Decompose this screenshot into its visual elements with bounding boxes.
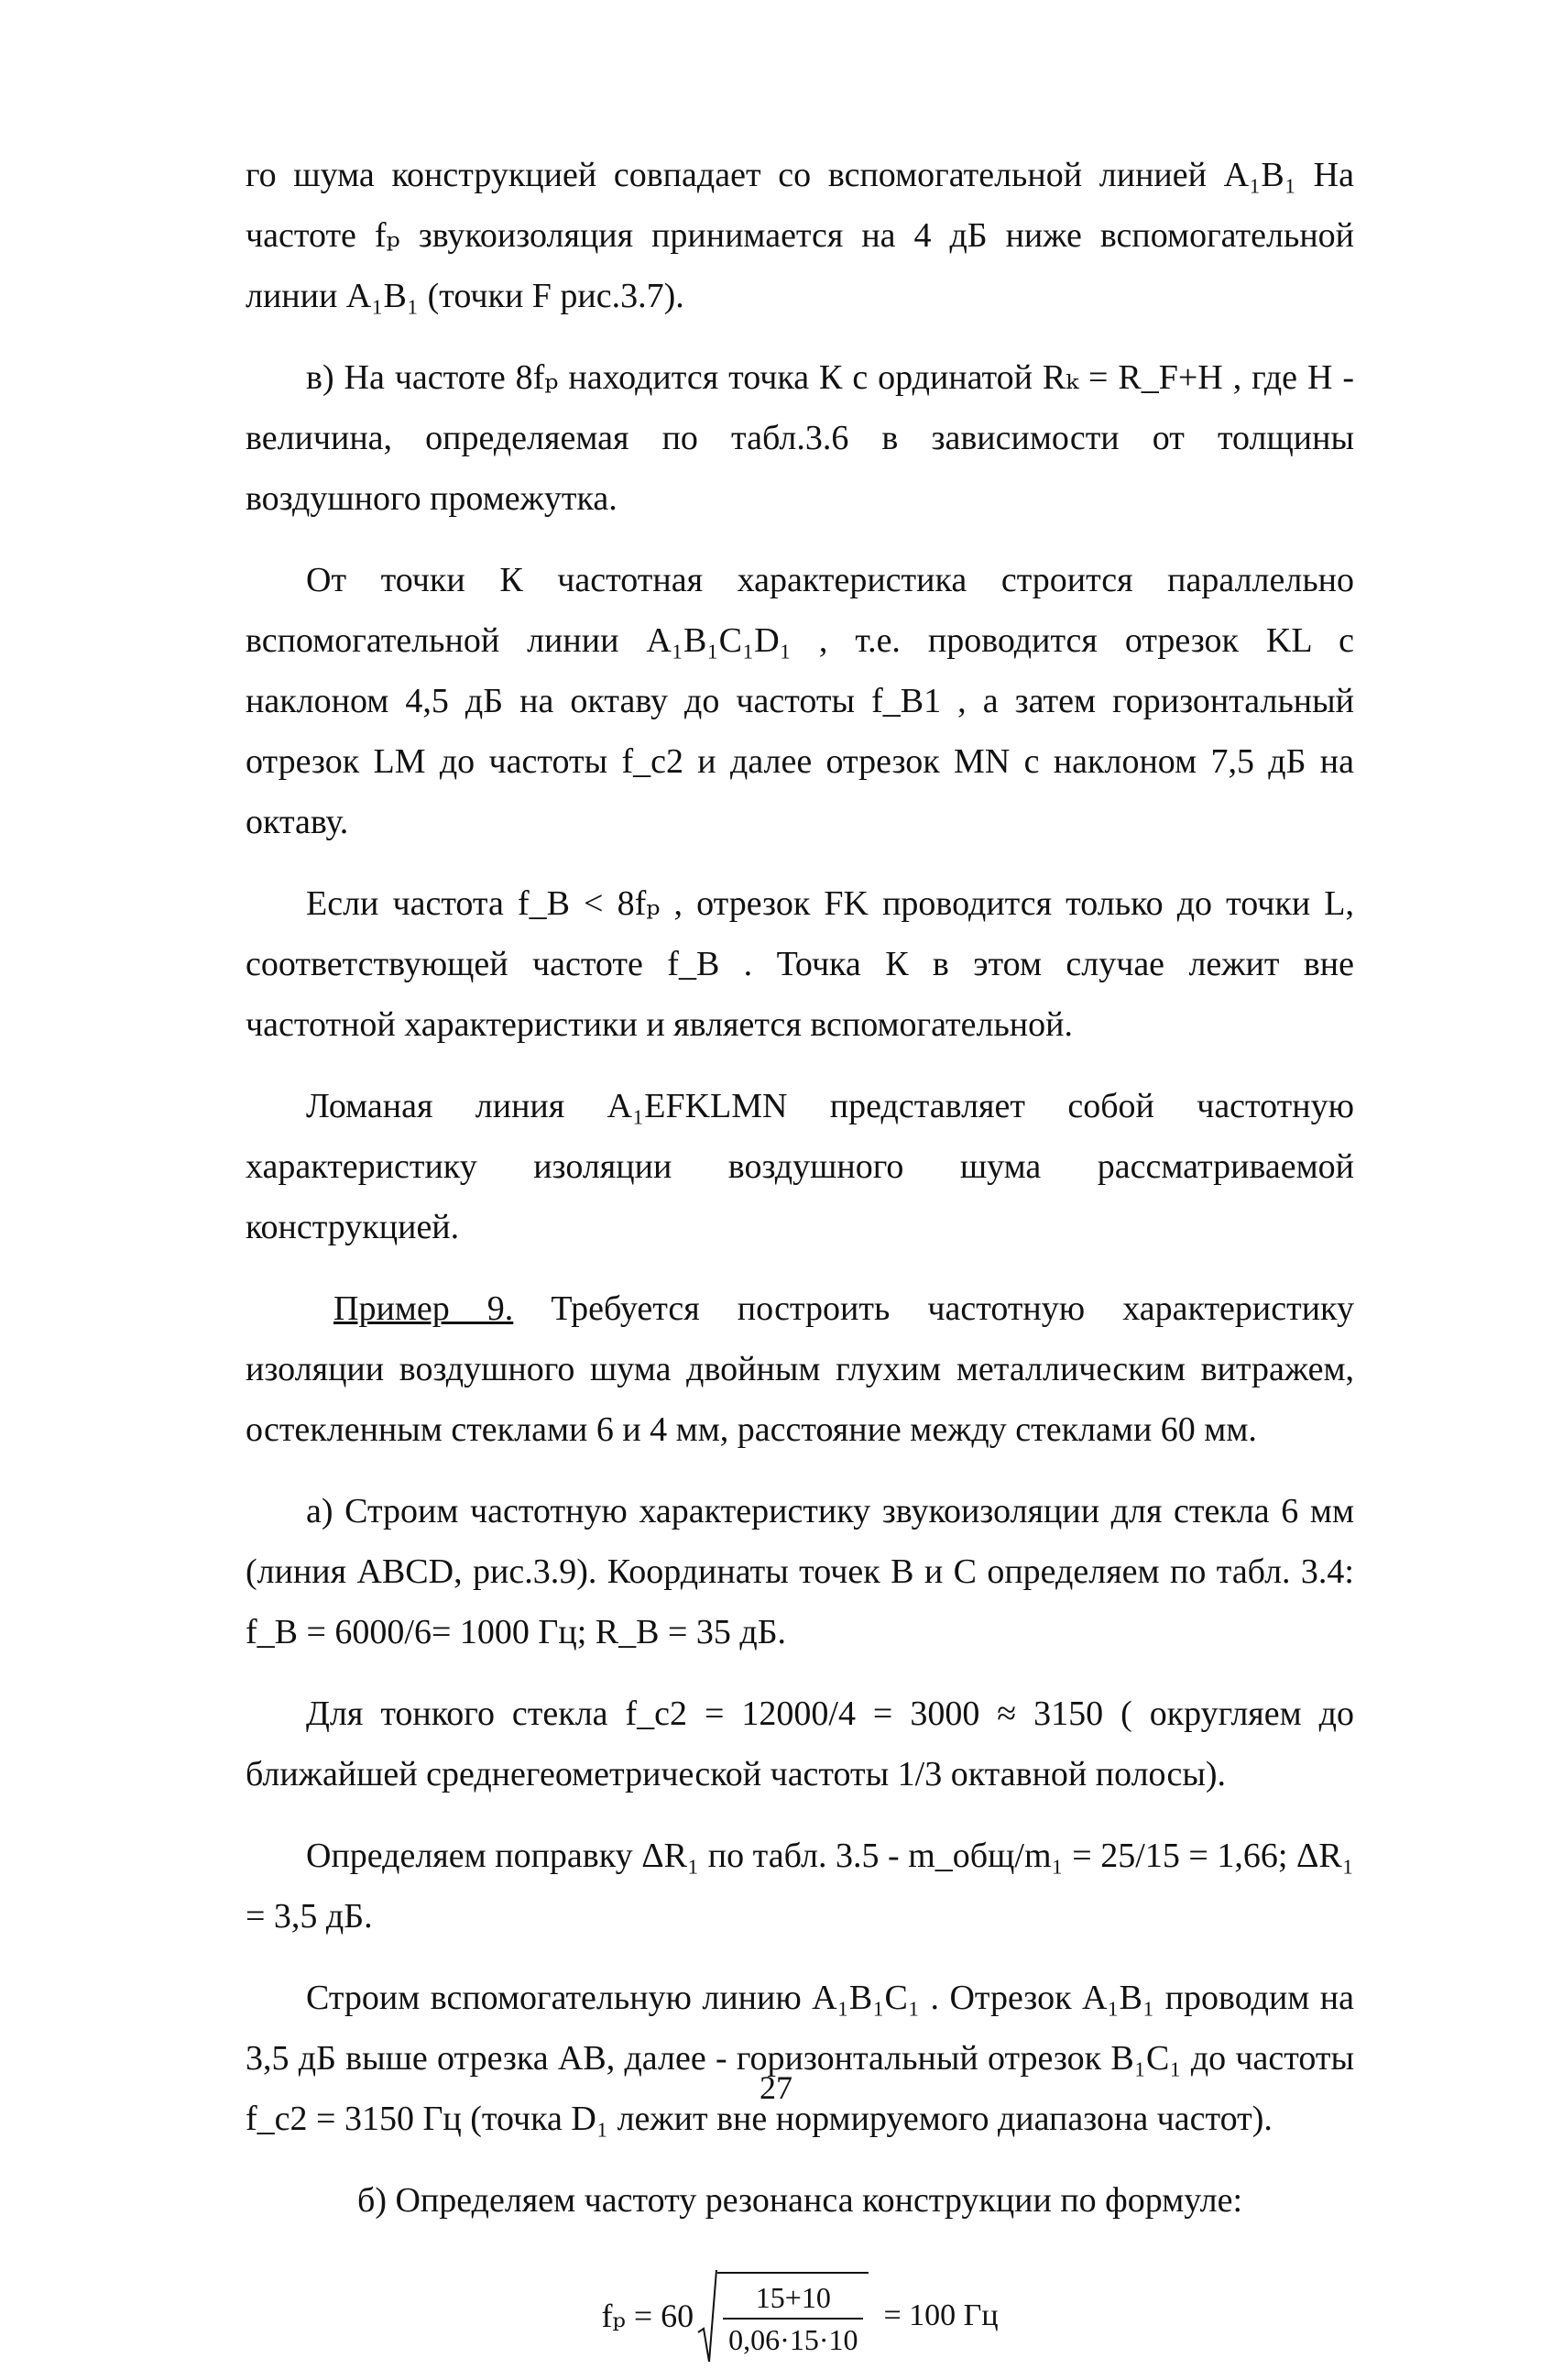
paragraph-7: а) Строим частотную характеристику звукоизоляции для стекла 6 мм (линия ABCD, рис.3.9). Координаты точек В и С определяем по табл. 3.4: f_B = 6000/6= 1000 Гц; R_B = 35 дБ. [246, 1492, 1354, 1651]
paragraph-10: Строим вспомогательную линию A₁B₁C₁ . Отрезок A₁B₁ проводим на 3,5 дБ выше отрезка АВ, далее - горизонтальный отрезок B₁C₁ до частоты f_c2 = 3150 Гц (точка D₁ лежит вне нормируемого диапазона частот). [246, 1979, 1354, 2138]
radical-sign-icon [697, 2268, 717, 2364]
example-label: Пример 9. [333, 1289, 514, 1328]
formula-denominator: 0,06·15·10 [728, 2323, 858, 2356]
formula-lhs: fₚ = 60 [601, 2298, 694, 2334]
paragraph-9: Определяем поправку ΔR₁ по табл. 3.5 - m_общ/m₁ = 25/15 = 1,66; ΔR₁ = 3,5 дБ. [246, 1837, 1354, 1936]
paragraph-8: Для тонкого стекла f_c2 = 12000/4 = 3000 ≈ 3150 ( округляем до ближайшей среднегеометрической частоты 1/3 октавной полосы). [246, 1695, 1354, 1793]
paragraph-1: го шума конструкцией совпадает со вспомогательной линией A₁B₁ На частоте fₚ звукоизоляция принимается на 4 дБ ниже вспомогательной линии A₁B₁ (точки F рис.3.7). [246, 156, 1354, 315]
paragraph-3: От точки К частотная характеристика строится параллельно вспомогательной линии A₁B₁C₁D₁ , т.е. проводится отрезок KL с наклоном 4,5 дБ на октаву до частоты f_B1 , а затем горизонтальный отрезок LM до частоты f_c2 и далее отрезок MN с наклоном 7,5 дБ на октаву. [246, 561, 1354, 841]
paragraph-5: Ломаная линия A₁EFKLMN представляет собой частотную характеристику изоляции воздушного шума рассматриваемой конструкцией. [246, 1087, 1354, 1246]
example-text: Требуется построить частотную характеристику изоляции воздушного шума двойным глухим металлическим витражем, остекленным стеклами 6 и 4 мм, расстояние между стеклами 60 мм. [246, 1289, 1354, 1449]
formula-fraction [717, 2272, 869, 2364]
page-number: 27 [760, 2069, 792, 2106]
paragraph-4: Если частота f_B < 8fₚ , отрезок FK проводится только до точки L, соответствующей частоте f_B . Точка К в этом случае лежит вне частотной характеристики и является вспомогательной. [246, 884, 1354, 1044]
page-body [246, 145, 1354, 2380]
example-9-paragraph [246, 1278, 1354, 1460]
paragraph-2: в) На частоте 8fₚ находится точка К с ординатой Rₖ = R_F+H , где Н - величина, определяемая по табл.3.6 в зависимости от толщины воздушного промежутка. [246, 358, 1354, 518]
square-root [697, 2268, 869, 2364]
formula-numerator: 15+10 [755, 2281, 831, 2314]
formula-rhs: = 100 Гц [883, 2298, 999, 2332]
paragraph-11: б) Определяем частоту резонанса конструкции по формуле: [356, 2181, 1242, 2220]
resonance-formula [246, 2252, 1354, 2380]
